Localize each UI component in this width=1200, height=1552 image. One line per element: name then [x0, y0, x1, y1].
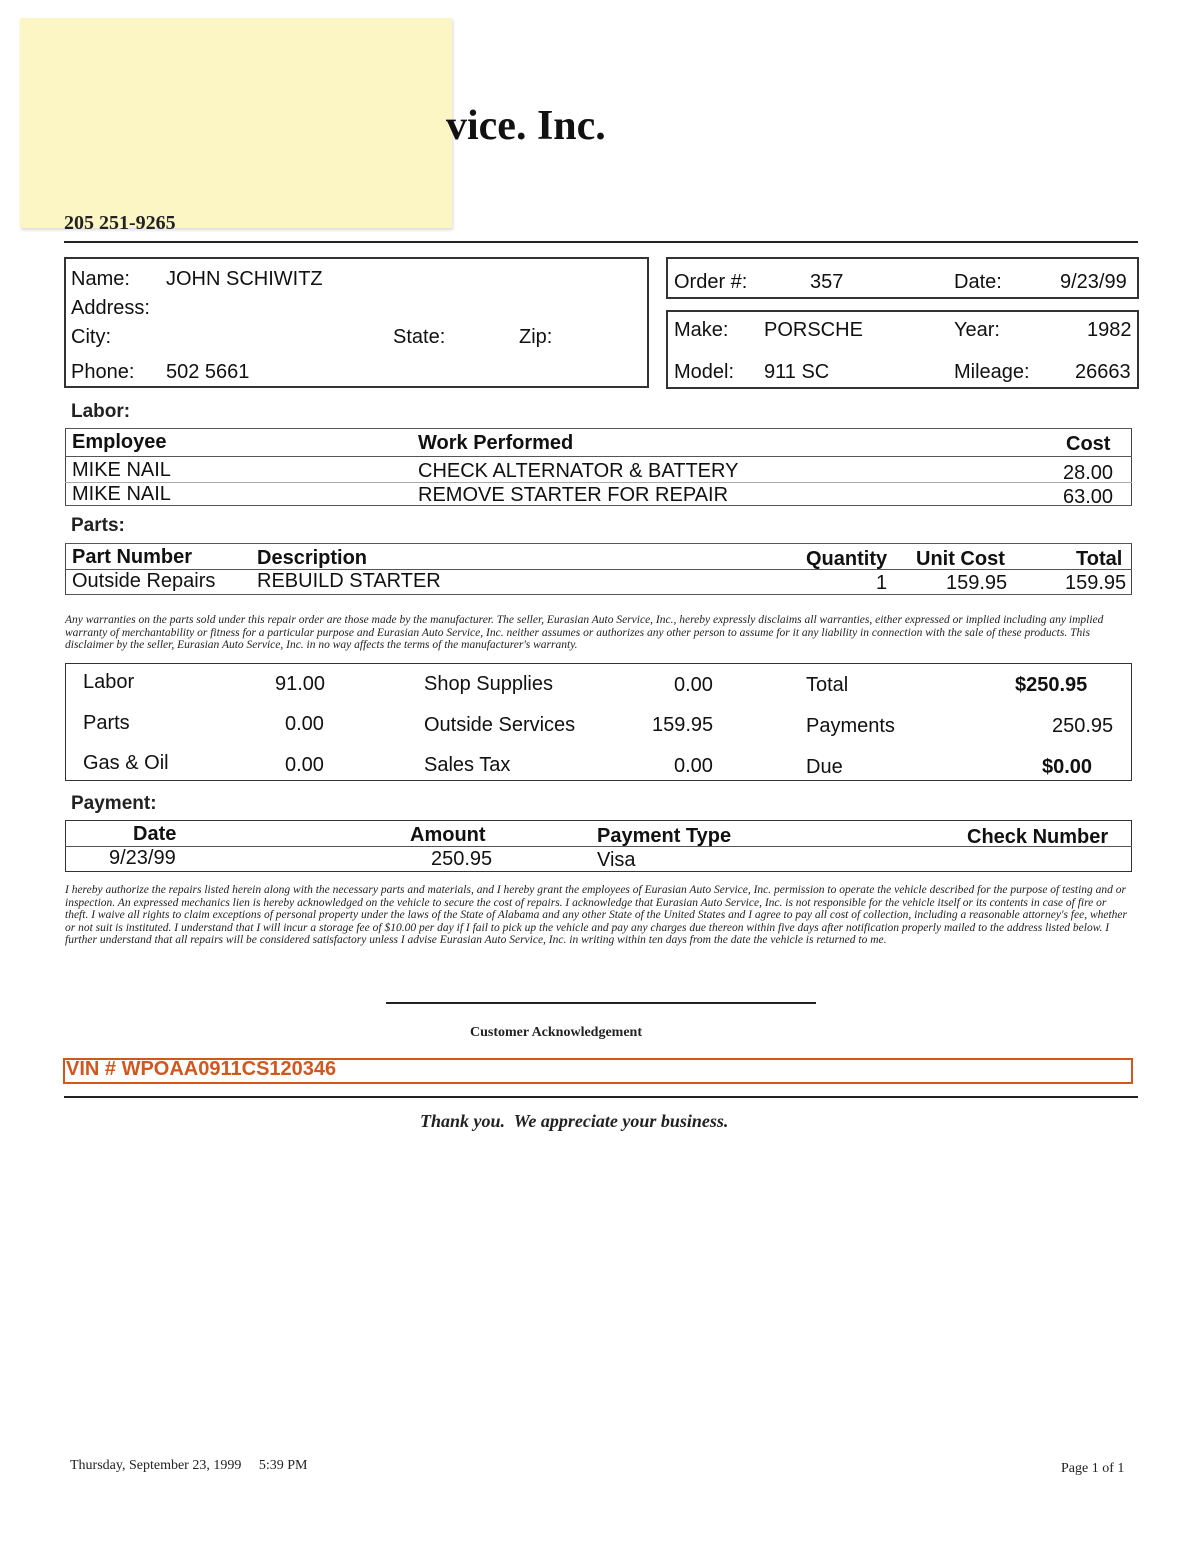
order-number: 357 [810, 271, 844, 293]
print-timestamp: Thursday, September 23, 1999 5:39 PM [70, 1458, 308, 1473]
labor-table-top-rule [65, 428, 1132, 429]
customer-phone: 502 5661 [166, 361, 250, 383]
year-label: Year: [954, 319, 1000, 341]
mileage-label: Mileage: [954, 361, 1030, 383]
make-label: Make: [674, 319, 729, 341]
parts-table-top-rule [65, 543, 1132, 544]
parts-row-1-quantity: 1 [876, 572, 888, 594]
address-label: Address: [71, 297, 150, 319]
vin-number: VIN # WPOAA0911CS120346 [66, 1058, 337, 1080]
payment-header-check-number: Check Number [967, 826, 1109, 848]
vehicle-info-box [666, 310, 1139, 389]
labor-row-1-cost: 28.00 [1063, 462, 1114, 484]
summary-total-value: $250.95 [1015, 674, 1088, 696]
labor-row-1-employee: MIKE NAIL [72, 459, 171, 481]
name-label: Name: [71, 268, 130, 290]
payment-row-1-amount: 250.95 [431, 848, 493, 870]
labor-row-1-work: CHECK ALTERNATOR & BATTERY [418, 460, 739, 482]
order-date-label: Date: [954, 271, 1002, 293]
payment-header-date: Date [133, 823, 177, 845]
labor-row-2-work: REMOVE STARTER FOR REPAIR [418, 484, 729, 506]
summary-due-value: $0.00 [1042, 756, 1093, 778]
header-divider [64, 241, 1138, 243]
labor-header-cost: Cost [1066, 433, 1111, 455]
vehicle-mileage: 26663 [1075, 361, 1131, 383]
parts-row-1-description: REBUILD STARTER [257, 570, 441, 592]
summary-due-label: Due [806, 756, 843, 778]
zip-label: Zip: [519, 326, 553, 348]
summary-shop-supplies-label: Shop Supplies [424, 673, 553, 695]
summary-outside-services-value: 159.95 [652, 714, 714, 736]
parts-header-description: Description [257, 547, 368, 569]
company-phone: 205 251-9265 [64, 212, 176, 234]
labor-header-employee: Employee [72, 431, 167, 453]
parts-row-1-total: 159.95 [1065, 572, 1127, 594]
parts-section-label: Parts: [71, 515, 125, 536]
order-number-label: Order #: [674, 271, 748, 293]
customer-info-box [64, 257, 649, 388]
payment-header-type: Payment Type [597, 825, 732, 847]
summary-labor-value: 91.00 [275, 673, 326, 695]
summary-gas-oil-value: 0.00 [285, 754, 324, 776]
parts-header-part-number: Part Number [72, 546, 193, 568]
summary-outside-services-label: Outside Services [424, 714, 576, 736]
vehicle-year: 1982 [1087, 319, 1132, 341]
summary-shop-supplies-value: 0.00 [674, 674, 713, 696]
summary-gas-oil-label: Gas & Oil [83, 752, 169, 774]
customer-acknowledgement-label: Customer Acknowledgement [470, 1025, 643, 1040]
page-number: Page 1 of 1 [1061, 1461, 1125, 1476]
summary-box [65, 663, 1132, 781]
labor-row-2-cost: 63.00 [1063, 486, 1114, 508]
order-date: 9/23/99 [1060, 271, 1127, 293]
footer-divider [64, 1096, 1138, 1098]
city-label: City: [71, 326, 111, 348]
warranty-disclaimer: Any warranties on the parts sold under this repair order are those made by the manufacturer. The seller, Eurasian Auto Service, Inc., hereby expressly disclaims all warranties, either expressed or implied including any implied warranty of merchantability or fitness for a particular purpose and Eurasian Auto Service, Inc. neither assumes or authorizes any other person to assume for it any liability in connection with the sale of these products. This disclaimer by the seller, Eurasian Auto Service, Inc. in no way affects the terms of the manufacturer's warranty. [65, 614, 1104, 651]
company-name: vice. Inc. [446, 103, 606, 149]
customer-name: JOHN SCHIWITZ [166, 268, 323, 290]
authorization-text: I hereby authorize the repairs listed herein along with the necessary parts and materials, and I hereby grant the employees of Eurasian Auto Service, Inc. permission to operate the vehicle described for the purpose of testing and or inspection. An expressed mechanics lien is hereby acknowledged on the vehicle to secure the cost of repairs. I acknowledge that Eurasian Auto Service, Inc. is not responsible for the vehicle itself or its contents in case of fire or theft. I waive all rights to claim exceptions of personal property under the laws of the State of Alabama and any other State of the United States and I agree to pay all cost of collection, including a reasonable attorney's fee, whether or not suit is instituted. I understand that I will incur a storage fee of $10.00 per day if I fail to pick up the vehicle and pay any charges due thereon within five days after notification properly mailed to the address listed below. I further understand that all repairs will be considered satisfactory unless I advise Eurasian Auto Service, Inc. in writing within ten days from the date the vehicle is returned to me. [65, 884, 1127, 946]
labor-section-label: Labor: [71, 401, 131, 422]
summary-sales-tax-label: Sales Tax [424, 754, 511, 776]
vehicle-make: PORSCHE [764, 319, 863, 341]
sticky-note-redaction [20, 18, 452, 228]
summary-parts-label: Parts [83, 712, 130, 734]
labor-header-rule [65, 456, 1132, 457]
thank-you-message: Thank you. We appreciate your business. [420, 1111, 729, 1131]
summary-sales-tax-value: 0.00 [674, 755, 713, 777]
labor-row-2-employee: MIKE NAIL [72, 483, 171, 505]
model-label: Model: [674, 361, 735, 383]
summary-labor-label: Labor [83, 671, 135, 693]
parts-header-quantity: Quantity [806, 548, 888, 570]
labor-header-work: Work Performed [418, 432, 574, 454]
phone-label: Phone: [71, 361, 135, 383]
summary-parts-value: 0.00 [285, 713, 324, 735]
parts-header-unit-cost: Unit Cost [916, 548, 1005, 570]
payment-section-label: Payment: [71, 793, 157, 814]
state-label: State: [393, 326, 446, 348]
parts-row-1-part-number: Outside Repairs [72, 570, 216, 592]
payment-row-1-date: 9/23/99 [109, 847, 176, 869]
payment-row-1-type: Visa [597, 849, 636, 871]
summary-payments-value: 250.95 [1052, 715, 1114, 737]
parts-header-total: Total [1076, 548, 1123, 570]
summary-payments-label: Payments [806, 715, 895, 737]
vehicle-model: 911 SC [764, 361, 830, 383]
signature-line [386, 1002, 816, 1004]
parts-row-1-unit-cost: 159.95 [946, 572, 1008, 594]
summary-total-label: Total [806, 674, 849, 696]
payment-header-amount: Amount [410, 824, 486, 846]
